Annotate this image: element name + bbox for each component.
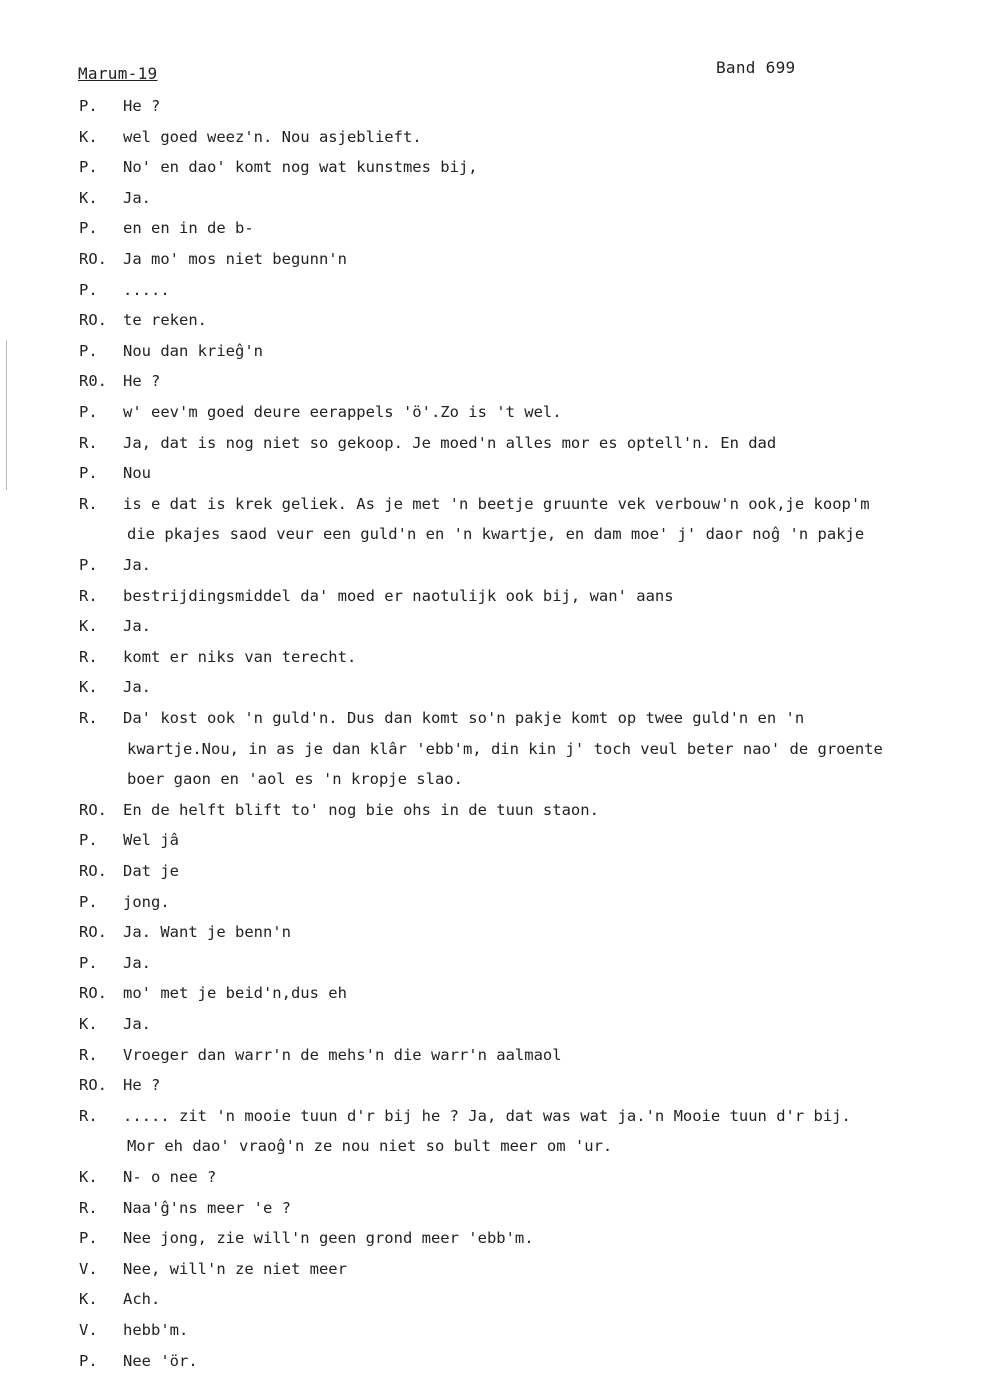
utterance-text: N- o nee ? (123, 1168, 217, 1186)
utterance-text: Naa'ĝ'ns meer 'e ? (123, 1198, 291, 1217)
speaker-label: R. (79, 709, 98, 727)
document-id: Marum-19 (78, 64, 158, 83)
speaker-label: P. (79, 341, 98, 360)
utterance-text: mo' met je beid'n,dus eh (123, 984, 347, 1003)
utterance-text: Wel jâ (123, 831, 179, 850)
speaker-label: P. (79, 1229, 98, 1248)
speaker-label: RO. (79, 984, 107, 1003)
speaker-label: P. (79, 403, 98, 421)
utterance-text: Nou dan krieĝ'n (123, 341, 263, 360)
utterance-text: jong. (123, 892, 170, 911)
speaker-label: K. (79, 127, 98, 146)
margin-mark (6, 340, 7, 490)
utterance-text: ..... zit 'n mooie tuun d'r bij he ? Ja, dat was wat ja.'n Mooie tuun d'r bij. (123, 1106, 851, 1125)
utterance-text: He ? (123, 372, 161, 391)
speaker-label: P. (79, 831, 98, 850)
speaker-label: V. (79, 1321, 98, 1339)
utterance-text: boer gaon en 'aol es 'n kropje slao. (127, 770, 463, 789)
speaker-label: R. (79, 1198, 98, 1217)
utterance-text: Ja. (123, 953, 151, 972)
utterance-text: Ja. (123, 1015, 151, 1033)
utterance-text: is e dat is krek geliek. As je met 'n beetje gruunte vek verbouw'n ook,je koop'm (123, 494, 870, 513)
speaker-label: P. (79, 219, 98, 238)
utterance-text: Ja. (123, 678, 151, 697)
utterance-text: komt er niks van terecht. (123, 647, 357, 666)
utterance-text: ..... (123, 280, 170, 299)
speaker-label: P. (79, 97, 98, 115)
speaker-label: K. (79, 678, 98, 697)
utterance-text: en en in de b- (123, 219, 254, 238)
utterance-text: w' eev'm goed deure eerappels 'ö'.Zo is 't wel. (123, 403, 562, 421)
speaker-label: R. (79, 1045, 98, 1064)
speaker-label: R0. (79, 372, 107, 391)
utterance-text: Da' kost ook 'n guld'n. Dus dan komt so'n pakje komt op twee guld'n en 'n (123, 709, 805, 727)
utterance-text: Nou (123, 464, 151, 483)
speaker-label: P. (79, 953, 98, 972)
speaker-label: K. (79, 617, 98, 636)
utterance-text: Nee jong, zie will'n geen grond meer 'ebb'm. (123, 1229, 534, 1248)
speaker-label: RO. (79, 311, 107, 330)
utterance-text: Ach. (123, 1290, 161, 1309)
speaker-label: RO. (79, 923, 107, 942)
utterance-text: Ja. (123, 188, 151, 207)
utterance-text: Ja. (123, 556, 151, 574)
utterance-text: hebb'm. (123, 1321, 189, 1339)
speaker-label: P. (79, 464, 98, 483)
speaker-label: K. (79, 1015, 98, 1033)
speaker-label: P. (79, 1351, 98, 1370)
speaker-label: R. (79, 647, 98, 666)
utterance-text: Nee, will'n ze niet meer (123, 1259, 347, 1278)
speaker-label: R. (79, 586, 98, 605)
utterance-text: Dat je (123, 862, 179, 880)
speaker-label: R. (79, 494, 98, 513)
speaker-label: P. (79, 280, 98, 299)
utterance-text: Ja mo' mos niet begunn'n (123, 250, 347, 268)
speaker-label: K. (79, 188, 98, 207)
utterance-text: Vroeger dan warr'n de mehs'n die warr'n aalmaol (123, 1045, 562, 1064)
speaker-label: R. (79, 433, 98, 452)
speaker-label: P. (79, 158, 98, 177)
speaker-label: P. (79, 892, 98, 911)
utterance-text: He ? (123, 97, 161, 115)
utterance-text: Mor eh dao' vraoĝ'n ze nou niet so bult meer om 'ur. (127, 1137, 613, 1156)
speaker-label: RO. (79, 250, 107, 268)
utterance-text: Ja. Want je benn'n (123, 923, 291, 942)
utterance-text: Nee 'ör. (123, 1351, 198, 1370)
speaker-label: RO. (79, 862, 107, 880)
utterance-text: te reken. (123, 311, 207, 330)
utterance-text: bestrijdingsmiddel da' moed er naotulijk ook bij, wan' aans (123, 586, 674, 605)
utterance-text: wel goed weez'n. Nou asjeblieft. (123, 127, 422, 146)
utterance-text: En de helft blift to' nog bie ohs in de tuun staon. (123, 800, 599, 819)
speaker-label: V. (79, 1259, 98, 1278)
utterance-text: No' en dao' komt nog wat kunstmes bij, (123, 158, 478, 177)
speaker-label: K. (79, 1290, 98, 1309)
utterance-text: He ? (123, 1076, 161, 1095)
utterance-text: die pkajes saod veur een guld'n en 'n kwartje, en dam moe' j' daor noĝ 'n pakje (127, 525, 865, 544)
speaker-label: P. (79, 556, 98, 574)
tape-number: Band 699 (716, 58, 796, 77)
utterance-text: kwartje.Nou, in as je dan klâr 'ebb'm, din kin j' toch veul beter nao' de groente (127, 739, 883, 758)
speaker-label: K. (79, 1168, 98, 1186)
utterance-text: Ja, dat is nog niet so gekoop. Je moed'n alles mor es optell'n. En dad (123, 433, 777, 452)
speaker-label: R. (79, 1106, 98, 1125)
speaker-label: RO. (79, 1076, 107, 1095)
speaker-label: RO. (79, 800, 107, 819)
utterance-text: Ja. (123, 617, 151, 636)
